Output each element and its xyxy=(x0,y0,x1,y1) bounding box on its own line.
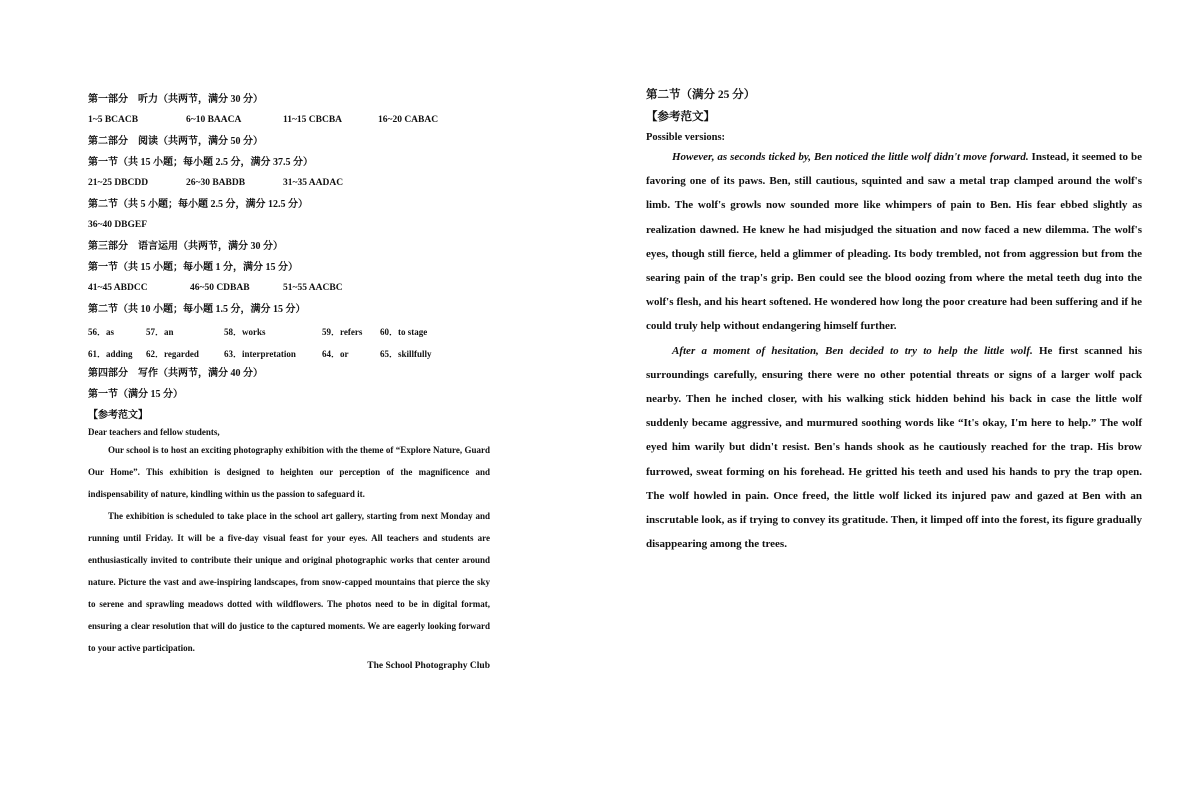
answer-item: 64．or xyxy=(322,349,349,359)
answer-group: 51~55 AACBC xyxy=(283,283,343,293)
answer-item: 62．regarded xyxy=(146,349,199,359)
answer-key-column xyxy=(88,94,490,671)
part3-sec1-title: 第一节（共 15 小题；每小题 1 分，满分 15 分） xyxy=(88,262,298,273)
part3-sec2-title: 第二节（共 10 小题；每小题 1.5 分，满分 15 分） xyxy=(88,304,306,315)
answer-group: 6~10 BAACA xyxy=(186,115,242,125)
part4-sec1-title: 第一节（满分 15 分） xyxy=(88,389,183,400)
story-paragraph xyxy=(646,145,1142,339)
part4-title: 第四部分 写作（共两节，满分 40 分） xyxy=(88,368,263,379)
part3-sec2-row2 xyxy=(88,347,490,358)
answer-group: 26~30 BABDB xyxy=(186,178,246,188)
letter-paragraph: Our school is to host an exciting photography exhibition with the theme of “Explore Nature, Guard Our Home”. This exhibition is designed to heighten our perception of the magnificence and indispensability of nature, kindling within us the passion to safeguard it. xyxy=(88,445,490,499)
answer-group: 41~45 ABDCC xyxy=(88,283,148,293)
story-paragraph xyxy=(646,339,1142,557)
sample-label: 【参考范文】 xyxy=(646,111,715,123)
answer-group: 46~50 CDBAB xyxy=(190,283,250,293)
paragraph-lead-sentence: After a moment of hesitation, Ben decided to try to help the little wolf. xyxy=(672,344,1033,357)
paragraph-lead-sentence: However, as seconds ticked by, Ben noticed the little wolf didn't move forward. xyxy=(672,151,1029,163)
answer-item: 65．skillfully xyxy=(380,349,432,359)
part2-sec1-title: 第一节（共 15 小题；每小题 2.5 分，满分 37.5 分） xyxy=(88,157,313,168)
answer-group: 21~25 DBCDD xyxy=(88,178,149,188)
paragraph-body: He first scanned his surroundings carefully, ensuring there were no other potential threats or signs of a larger wolf pack nearby. Then he inched closer, with his walking stick hidden behind his back in case the little wolf suddenly became aggressive, and murmured soothing words like “It's okay, I'm here to help.” The wolf eyed him warily but didn't resist. Ben's hands shook as he cautiously reached for the trap. His brow furrowed, sweat forming on his forehead. He gritted his teeth and used his hands to pry the trap open. The wolf howled in pain. Once freed, the little wolf licked its injured paw and gazed at Ben with an inscrutable look, as if trying to convey its gratitude. Then, it limped off into the forest, its figure gradually disappearing among the trees. xyxy=(646,344,1142,551)
part1-answers xyxy=(88,115,490,126)
answer-item: 60．to stage xyxy=(380,327,428,337)
answer-item: 56．as xyxy=(88,327,115,337)
letter-paragraph: The exhibition is scheduled to take place in the school art gallery, starting from next Monday and running until Friday. It will be a five-day visual feast for your eyes. All teachers and students are enthusiastically invited to contribute their unique and original photographic works that center around nature. Picture the vast and awe-inspiring landscapes, from snow-capped mountains that pierce the sky to serene and sprawling meadows dotted with wildflowers. The photos need to be in digital format, ensuring a clear resolution that will do justice to the captured moments. We are eagerly looking forward to your active participation. xyxy=(88,511,490,653)
letter-greeting: Dear teachers and fellow students, xyxy=(88,427,220,437)
part3-sec1-answers xyxy=(88,283,490,294)
answer-item: 61．adding xyxy=(88,349,133,359)
part1-title: 第一部分 听力（共两节，满分 30 分） xyxy=(88,94,263,105)
part2-sec2-answers xyxy=(88,220,490,231)
answer-group: 31~35 AADAC xyxy=(283,178,344,188)
part3-title: 第三部分 语言运用（共两节，满分 30 分） xyxy=(88,241,283,252)
answer-item: 57．an xyxy=(146,327,174,337)
possible-versions-label: Possible versions: xyxy=(646,132,726,143)
writing-sample-column xyxy=(646,88,1142,556)
answer-group: 11~15 CBCBA xyxy=(283,115,343,125)
answer-item: 59．refers xyxy=(322,327,363,337)
part2-sec2-title: 第二节（共 5 小题；每小题 2.5 分，满分 12.5 分） xyxy=(88,199,308,210)
section-title: 第二节（满分 25 分） xyxy=(646,89,756,101)
sample-label: 【参考范文】 xyxy=(88,410,148,421)
answer-group: 36~40 DBGEF xyxy=(88,220,148,230)
answer-group: 1~5 BCACB xyxy=(88,115,139,125)
answer-group: 16~20 CABAC xyxy=(378,115,439,125)
part3-sec2-row1 xyxy=(88,325,490,336)
letter-signature: The School Photography Club xyxy=(367,661,490,671)
answer-item: 58．works xyxy=(224,327,266,337)
part2-title: 第二部分 阅读（共两节，满分 50 分） xyxy=(88,136,263,147)
paragraph-body: Instead, it seemed to be favoring one of its paws. Ben, still cautious, squinted and saw a metal trap clamped around the wolf's limb. The wolf's growls now sounded more like whimpers of pain to Ben. His fear ebbed slightly as realization dawned. He knew he had misjudged the situation and now faced a new dilemma. The wolf's eyes, though still fierce, held a glimmer of pleading. Its body trembled, not from aggression but from the searing pain of the trap's grip. Ben could see the blood oozing from where the metal teeth dug into the wolf's flesh, and his heart softened. He wondered how long the poor creature had been suffering and if he could truly help without endangering himself further. xyxy=(646,151,1142,333)
answer-item: 63．interpretation xyxy=(224,349,296,359)
part2-sec1-answers xyxy=(88,178,490,189)
